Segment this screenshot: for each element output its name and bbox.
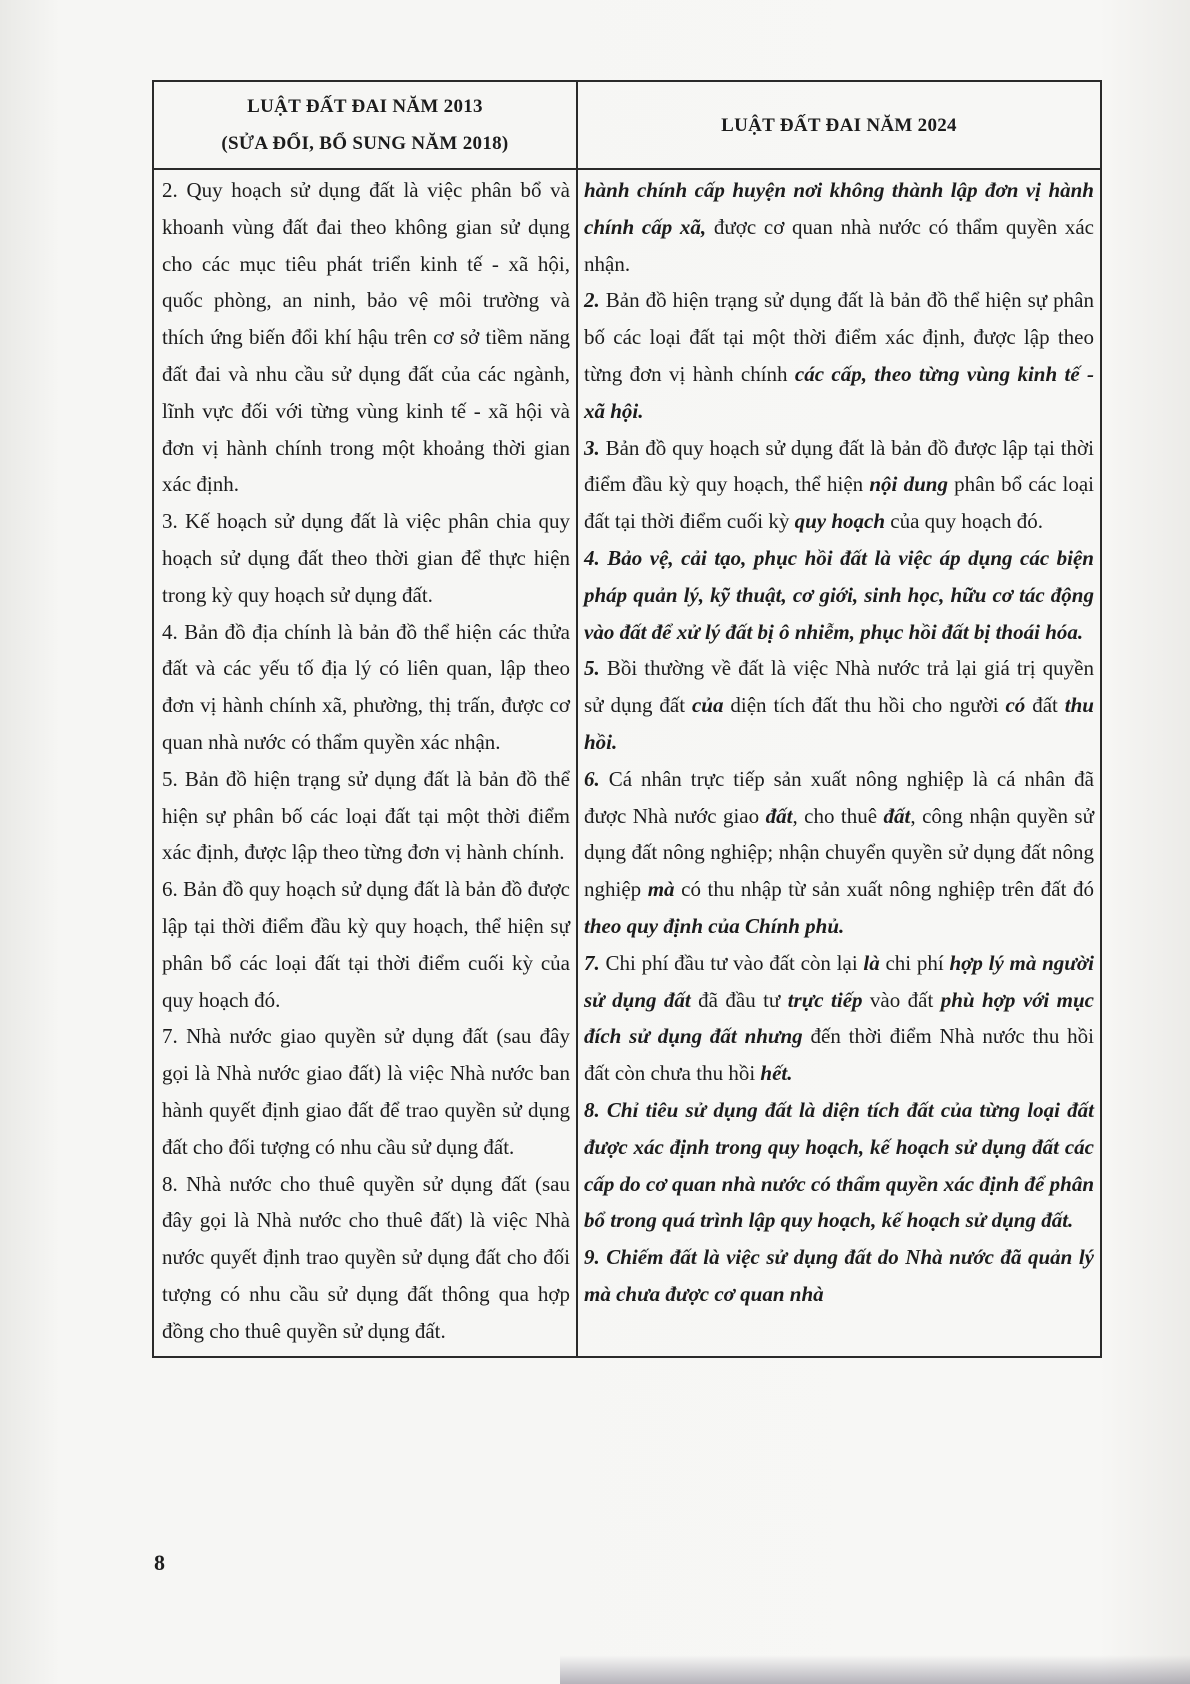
old-clause-5: 5. Bản đồ hiện trạng sử dụng đất là bản đồ thể hiện sự phân bố các loại đất tại một thời điểm xác định, được lập theo từng đơn vị hành chính. bbox=[162, 766, 570, 865]
text-run: đến thời điểm Nhà nước thu hồi đất còn chưa thu hồi bbox=[584, 1024, 1094, 1086]
text-run: phù hợp với mục đích sử dụng đất nhưng bbox=[584, 987, 1094, 1049]
text-run: đất bbox=[765, 803, 793, 828]
old-clause-6: 6. Bản đồ quy hoạch sử dụng đất là bản đồ được lập tại thời điểm đầu kỳ quy hoạch, thể hiện sự phân bổ các loại đất tại thời điểm cuối kỳ của quy hoạch đó. bbox=[162, 877, 570, 1012]
text-run: là bbox=[863, 950, 880, 975]
text-run: được cơ quan nhà nước có thẩm quyền xác nhận. bbox=[584, 214, 1094, 276]
text-run: các cấp, theo từng vùng kinh tế - xã hội. bbox=[584, 361, 1094, 423]
text-run: 2. bbox=[584, 288, 600, 313]
new-clause-8 bbox=[584, 1092, 1094, 1239]
table-header-row bbox=[153, 81, 1101, 169]
old-clause-4: 4. Bản đồ địa chính là bản đồ thể hiện các thửa đất và các yếu tố địa lý có liên quan, lập theo đơn vị hành chính xã, phường, thị trấn, được cơ quan nhà nước có thẩm quyền xác nhận. bbox=[162, 619, 570, 754]
text-run: có thu nhập từ sản xuất nông nghiệp trên đất đó bbox=[674, 877, 1094, 902]
text-run: Cá nhân trực tiếp sản xuất nông nghiệp là cá nhân đã được Nhà nước giao bbox=[584, 766, 1094, 828]
text-run: mà bbox=[647, 877, 675, 902]
new-clause-5 bbox=[584, 650, 1094, 760]
text-run: vào đất bbox=[862, 987, 941, 1012]
old-law-header bbox=[153, 81, 577, 169]
law-comparison-table bbox=[152, 80, 1102, 1358]
old-law-subtitle: (SỬA ĐỔI, BỔ SUNG NĂM 2018) bbox=[221, 133, 509, 154]
text-run: nội dung bbox=[869, 472, 948, 497]
new-clause-9 bbox=[584, 1239, 1094, 1313]
text-run: có bbox=[1005, 693, 1026, 718]
new-clause-3 bbox=[584, 430, 1094, 540]
text-run: Bản đồ hiện trạng sử dụng đất là bản đồ thể hiện sự phân bố các loại đất tại một thời điểm xác định, được lập theo từng đơn vị hành chính bbox=[584, 288, 1094, 386]
text-run: Bồi thường về đất là việc Nhà nước trả lại giá trị quyền sử dụng đất bbox=[584, 656, 1094, 718]
new-clause-2 bbox=[584, 282, 1094, 429]
text-run: hết. bbox=[760, 1061, 793, 1086]
text-run: diện tích đất thu hồi cho người bbox=[723, 693, 1006, 718]
text-run: hợp lý mà người sử dụng đất bbox=[584, 950, 1094, 1012]
text-run: trực tiếp bbox=[787, 987, 863, 1012]
text-run: , cho thuê bbox=[792, 803, 884, 828]
old-law-column bbox=[153, 169, 577, 1357]
page-number: 8 bbox=[154, 1550, 165, 1575]
old-clause-7: 7. Nhà nước giao quyền sử dụng đất (sau đây gọi là Nhà nước giao đất) là việc Nhà nước ban hành quyết định giao đất để trao quyền sử dụng đất cho đối tượng có nhu cầu sử dụng đất. bbox=[162, 1024, 570, 1159]
text-run: 8. Chỉ tiêu sử dụng đất là diện tích đất của từng loại đất được xác định trong quy hoạch, kế hoạch sử dụng đất các cấp do cơ quan nhà nước có thẩm quyền xác định để phân bổ trong quá trình lập quy hoạch, kế hoạch sử dụng đất. bbox=[584, 1097, 1094, 1233]
text-run: 5. bbox=[584, 656, 600, 681]
text-run: theo quy định của Chính phủ. bbox=[584, 913, 845, 938]
new-clause-6 bbox=[584, 761, 1094, 945]
text-run: hành chính cấp huyện nơi không thành lập đơn vị hành chính cấp xã, bbox=[584, 178, 1094, 239]
text-run: đã đầu tư bbox=[690, 987, 788, 1012]
text-run: đất bbox=[1025, 693, 1065, 718]
table-row bbox=[153, 169, 1101, 1357]
text-run: Chi phí đầu tư vào đất còn lại bbox=[599, 950, 864, 975]
old-clause-3: 3. Kế hoạch sử dụng đất là việc phân chia quy hoạch sử dụng đất theo thời gian để thực hiện trong kỳ quy hoạch sử dụng đất. bbox=[162, 509, 570, 607]
text-run: quy hoạch bbox=[794, 509, 886, 534]
text-run: 4. Bảo vệ, cải tạo, phục hồi đất là việc áp dụng các biện pháp quản lý, kỹ thuật, cơ giới, sinh học, hữu cơ tác động vào đất để xử lý đất bị ô nhiễm, phục hồi đất bị thoái hóa. bbox=[584, 545, 1094, 644]
text-run: 9. Chiếm đất là việc sử dụng đất do Nhà nước đã quản lý mà chưa được cơ quan nhà bbox=[584, 1245, 1094, 1306]
text-run: 3. bbox=[584, 435, 600, 460]
text-run: Bản đồ quy hoạch sử dụng đất là bản đồ được lập tại thời điểm đầu kỳ quy hoạch, thể hiện bbox=[584, 435, 1094, 497]
new-law-header: LUẬT ĐẤT ĐAI NĂM 2024 bbox=[577, 81, 1101, 169]
text-run: 7. bbox=[584, 950, 600, 975]
new-clause-continuation bbox=[584, 172, 1094, 282]
text-run: 6. bbox=[584, 766, 600, 791]
text-run: chi phí bbox=[879, 950, 950, 975]
new-clause-7 bbox=[584, 945, 1094, 1092]
text-run: đất bbox=[883, 803, 911, 828]
scan-shadow bbox=[560, 1655, 1190, 1684]
new-law-column bbox=[577, 169, 1101, 1357]
text-run: của quy hoạch đó. bbox=[885, 509, 1044, 534]
text-run: , công nhận quyền sử dụng đất nông nghiệp; nhận chuyển quyền sử dụng đất nông nghiệp bbox=[584, 803, 1094, 902]
new-clause-4 bbox=[584, 540, 1094, 650]
old-law-title: LUẬT ĐẤT ĐAI NĂM 2013 bbox=[247, 96, 483, 117]
text-run: thu hồi. bbox=[584, 693, 1094, 754]
text-run: của bbox=[691, 693, 724, 718]
text-run: phân bổ các loại đất tại thời điểm cuối kỳ bbox=[584, 472, 1095, 534]
old-clause-2: 2. Quy hoạch sử dụng đất là việc phân bổ và khoanh vùng đất đai theo không gian sử dụng cho các mục tiêu phát triển kinh tế - xã hội, quốc phòng, an ninh, bảo vệ môi trường và thích ứng biến đổi khí hậu trên cơ sở tiềm năng đất đai và nhu cầu sử dụng đất của các ngành, lĩnh vực đối với từng vùng kinh tế - xã hội và đơn vị hành chính trong một khoảng thời gian xác định. bbox=[162, 178, 570, 497]
old-clause-8: 8. Nhà nước cho thuê quyền sử dụng đất (sau đây gọi là Nhà nước cho thuê đất) là việc Nhà nước quyết định trao quyền sử dụng đất cho đối tượng có nhu cầu sử dụng đất thông qua hợp đồng cho thuê quyền sử dụng đất. bbox=[162, 1171, 570, 1343]
